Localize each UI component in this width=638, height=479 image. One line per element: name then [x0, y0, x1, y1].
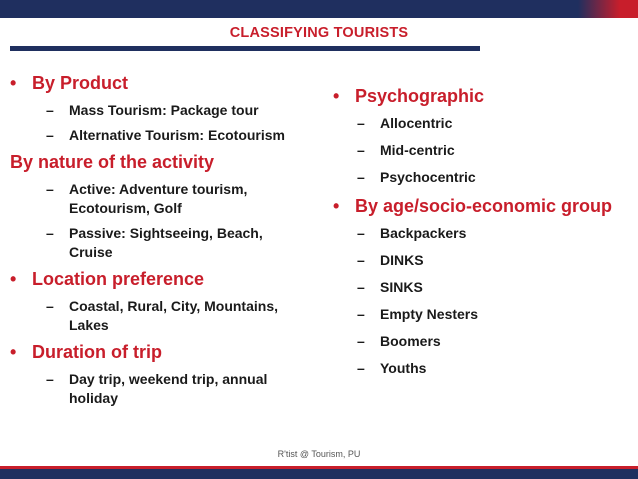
list-item: – Alternative Tourism: Ecotourism — [46, 127, 286, 143]
list-item: – Day trip, weekend trip, annual holiday — [46, 371, 268, 406]
section-duration — [10, 341, 310, 363]
section-location — [10, 268, 310, 290]
section-by-nature: By nature of the activity — [10, 152, 215, 172]
bottom-band — [0, 466, 638, 479]
list-item: – Active: Adventure tourism, Ecotourism, Golf — [46, 181, 248, 216]
list-item: – DINKS — [357, 252, 424, 268]
bottom-band-accent — [0, 466, 638, 469]
section-heading: By age/socio-economic group — [355, 196, 613, 216]
title-underline — [10, 46, 480, 51]
list-item: – Empty Nesters — [357, 306, 479, 322]
list-item: – Youths — [357, 360, 427, 376]
bullet-icon: • — [10, 269, 17, 289]
section-heading: By Product — [32, 73, 129, 93]
list-item: – Coastal, Rural, City, Mountains, Lakes — [46, 298, 278, 333]
section-heading: Duration of trip — [32, 342, 162, 362]
top-band-accent — [578, 0, 638, 18]
bullet-icon: • — [333, 86, 340, 106]
list-item: – Psychocentric — [357, 169, 476, 185]
bullet-icon: • — [10, 342, 17, 362]
section-psychographic — [333, 85, 623, 107]
list-item: – Passive: Sightseeing, Beach, Cruise — [46, 225, 263, 260]
section-heading: Psychographic — [355, 86, 485, 106]
list-item: – Mid-centric — [357, 142, 455, 158]
section-age-group — [333, 195, 623, 217]
section-by-product — [10, 72, 310, 94]
section-heading: Location preference — [32, 269, 205, 289]
slide-footer: R'tist @ Tourism, PU — [277, 449, 361, 459]
list-item: – Mass Tourism: Package tour — [46, 102, 259, 118]
list-item: – SINKS — [357, 279, 423, 295]
list-item: – Allocentric — [357, 115, 453, 131]
left-column — [10, 72, 310, 414]
top-band — [0, 0, 638, 18]
slide-title: CLASSIFYING TOURISTS — [229, 25, 409, 41]
right-column — [333, 85, 623, 386]
list-item: – Boomers — [357, 333, 441, 349]
bullet-icon: • — [333, 196, 340, 216]
list-item: – Backpackers — [357, 225, 467, 241]
bullet-icon: • — [10, 73, 17, 93]
